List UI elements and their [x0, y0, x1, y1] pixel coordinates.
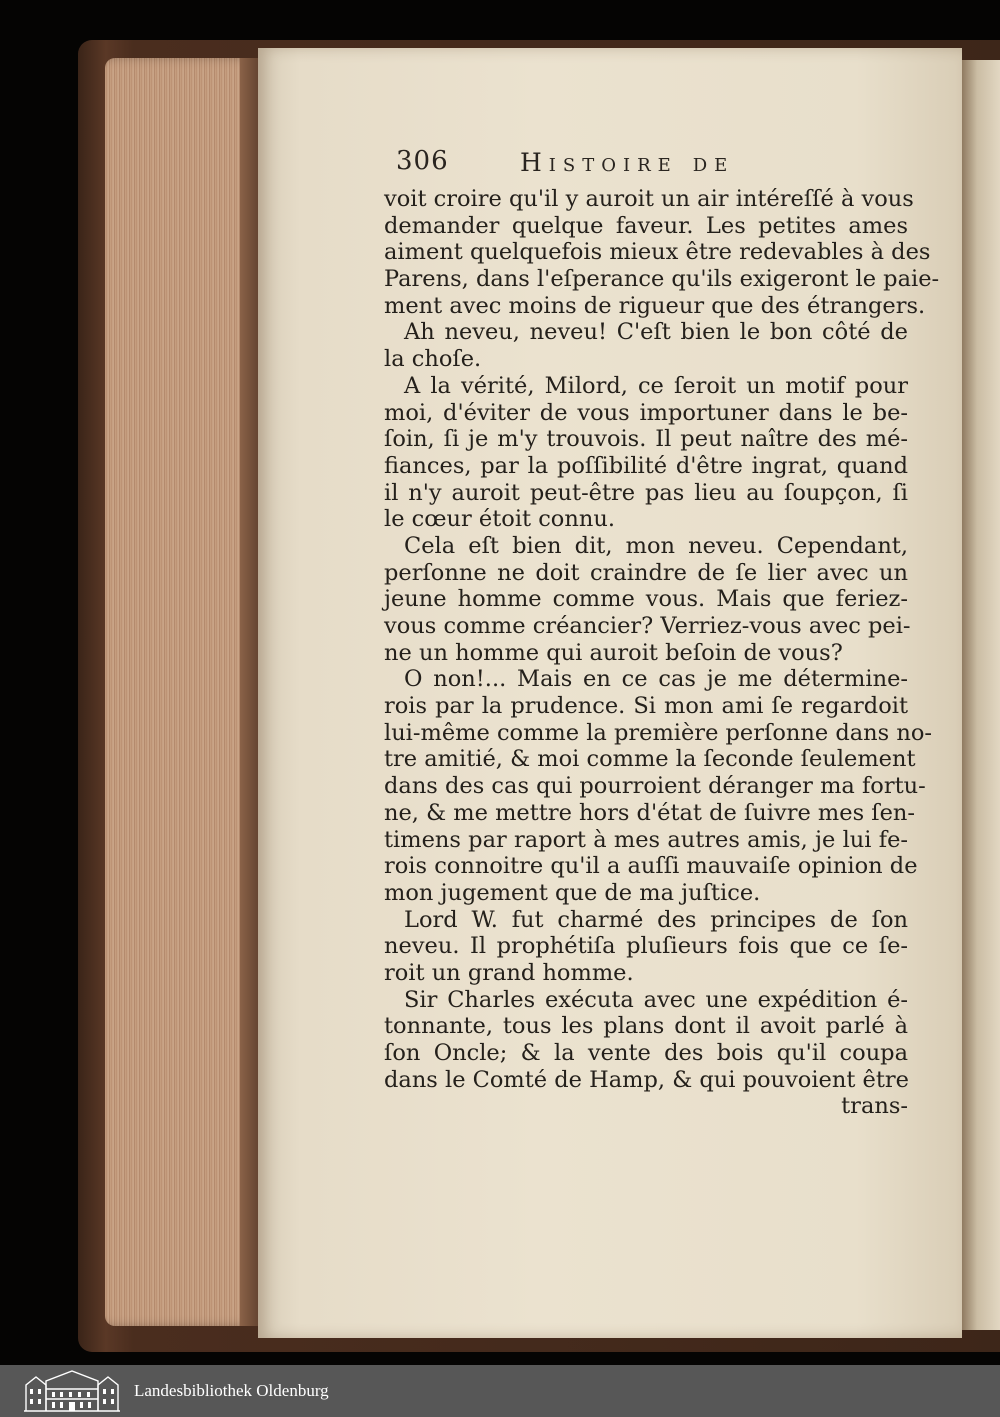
text-line: Cela eſt bien dit, mon neveu. Cependant, [404, 532, 908, 559]
text-line: ſoin, ſi je m'y trouvois. Il peut naître des mé- [384, 426, 908, 453]
page-number: 306 [396, 146, 449, 176]
text-line: dans des cas qui pourroient déranger ma fortu- [384, 773, 926, 800]
text-line: la choſe. [384, 346, 482, 373]
catchword: trans- [841, 1093, 908, 1120]
text-line: ment avec moins de rigueur que des étrangers. [384, 292, 926, 319]
running-title: Histoire de [520, 148, 735, 177]
text-line: timens par raport à mes autres amis, je lui fe- [384, 826, 908, 853]
text-line: Parens, dans l'eſperance qu'ils exigeront le paie- [384, 266, 940, 293]
text-line: vous comme créancier? Verriez-vous avec pei- [384, 613, 911, 639]
text-line: moi, d'éviter de vous importuner dans le be- [384, 399, 908, 426]
text-line: Ah neveu, neveu! C'eſt bien le bon côté de [404, 319, 908, 346]
library-building-icon [22, 1367, 122, 1413]
text-line: Lord W. fut charmé des principes de ſon [404, 906, 908, 933]
text-line: lui-même comme la première perſonne dans no- [384, 719, 932, 746]
text-line: A la vérité, Milord, ce ſeroit un motif pour [404, 372, 908, 399]
text-line: tre amitié, & moi comme la ſeconde ſeulement [384, 746, 916, 773]
text-line: il n'y auroit peut-être pas lieu au ſoupçon, ſi [384, 479, 908, 506]
text-line: dans le Comté de Hamp, & qui pouvoient être [384, 1066, 909, 1093]
page-body-text [384, 186, 940, 1120]
text-line: fiances, par la poſſibilité d'être ingrat, quand [384, 452, 908, 479]
text-line: Sir Charles exécuta avec une expédition é- [404, 986, 908, 1013]
text-line: ne, & me mettre hors d'état de ſuivre mes ſen- [384, 799, 916, 826]
text-line: jeune homme comme vous. Mais que feriez- [384, 586, 908, 613]
text-line: neveu. Il prophétiſa pluſieurs fois que ce ſe- [384, 933, 908, 960]
text-line: voit croire qu'il y auroit un air intéreſſé à vous [384, 186, 914, 212]
text-line: rois par la prudence. Si mon ami ſe regardoit [384, 693, 908, 720]
text-line: ne un homme qui auroit beſoin de vous? [384, 639, 843, 666]
page-header [396, 146, 906, 186]
text-line: le cœur étoit connu. [384, 506, 615, 533]
text-line: aiment quelquefois mieux être redevables à des [384, 239, 931, 266]
text-line: tonnante, tous les plans dont il avoit parlé à [384, 1013, 908, 1040]
text-line: ſon Oncle; & la vente des bois qu'il coupa [384, 1040, 908, 1066]
text-line: perſonne ne doit craindre de ſe lier avec un [384, 559, 908, 586]
text-line: rois connoitre qu'il a auſſi mauvaiſe opinion de [384, 853, 918, 880]
library-name: Landesbibliothek Oldenburg [134, 1381, 329, 1400]
page-fore-edge [105, 58, 255, 1326]
footer-bar [0, 1365, 1000, 1417]
text-line: demander quelque faveur. Les petites ames [384, 212, 908, 239]
text-line: O non!... Mais en ce cas je me détermine- [404, 666, 908, 693]
facing-page-edge [962, 60, 1000, 1330]
text-line: roit un grand homme. [384, 959, 634, 986]
text-line: mon jugement que de ma juſtice. [384, 879, 761, 906]
